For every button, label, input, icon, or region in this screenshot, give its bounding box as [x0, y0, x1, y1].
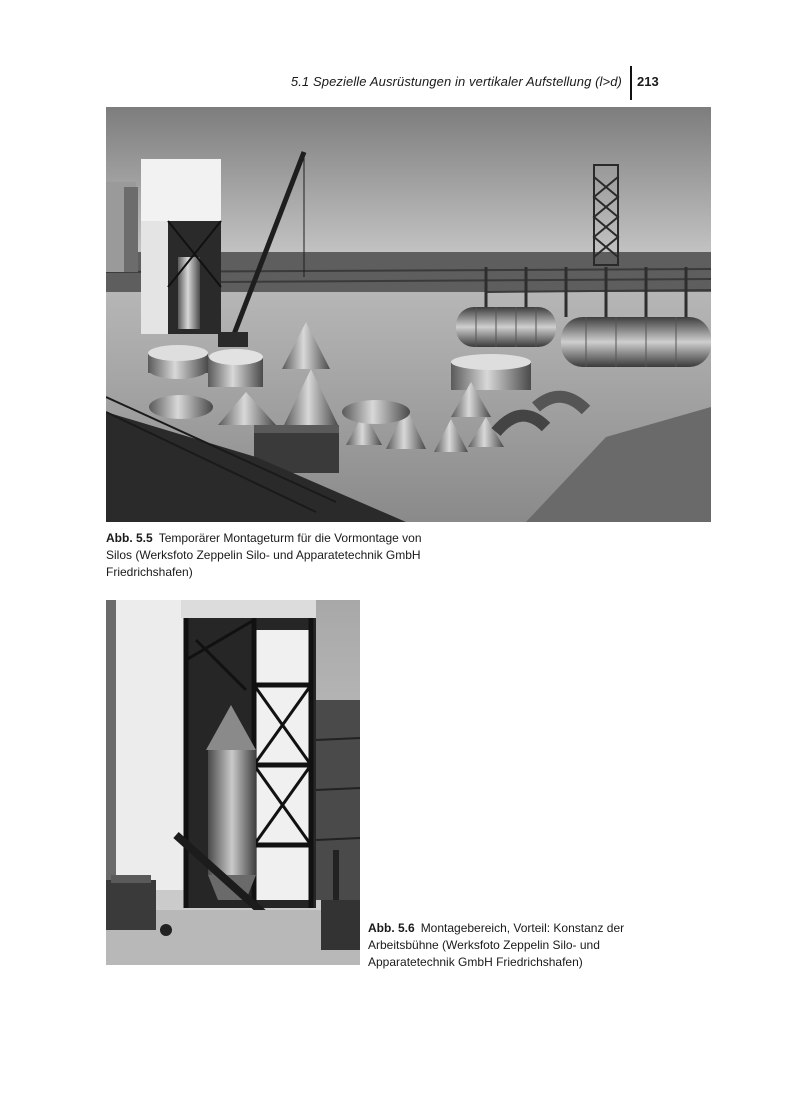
figure-5-5-photo — [106, 107, 711, 522]
running-title: 5.1 Spezielle Ausrüstungen in vertikaler Aufstellung (l>d) — [290, 74, 622, 89]
figure-5-6-photo — [106, 600, 360, 965]
figure-5-5-label: Abb. 5.5 — [106, 531, 153, 545]
figure-5-6-label: Abb. 5.6 — [368, 921, 415, 935]
figure-5-5-caption-text: Temporärer Montageturm für die Vormontage von Silos (Werksfoto Zeppelin Silo- und Apparatetechnik GmbH Friedrichshafen) — [106, 531, 422, 579]
header-divider — [630, 66, 632, 100]
figure-5-6-caption — [368, 920, 648, 971]
page-number: 213 — [637, 74, 659, 89]
figure-5-5-caption — [106, 530, 446, 581]
figure-5-6-caption-text: Montagebereich, Vorteil: Konstanz der Arbeitsbühne (Werksfoto Zeppelin Silo- und Apparatetechnik GmbH Friedrichshafen) — [368, 921, 625, 969]
